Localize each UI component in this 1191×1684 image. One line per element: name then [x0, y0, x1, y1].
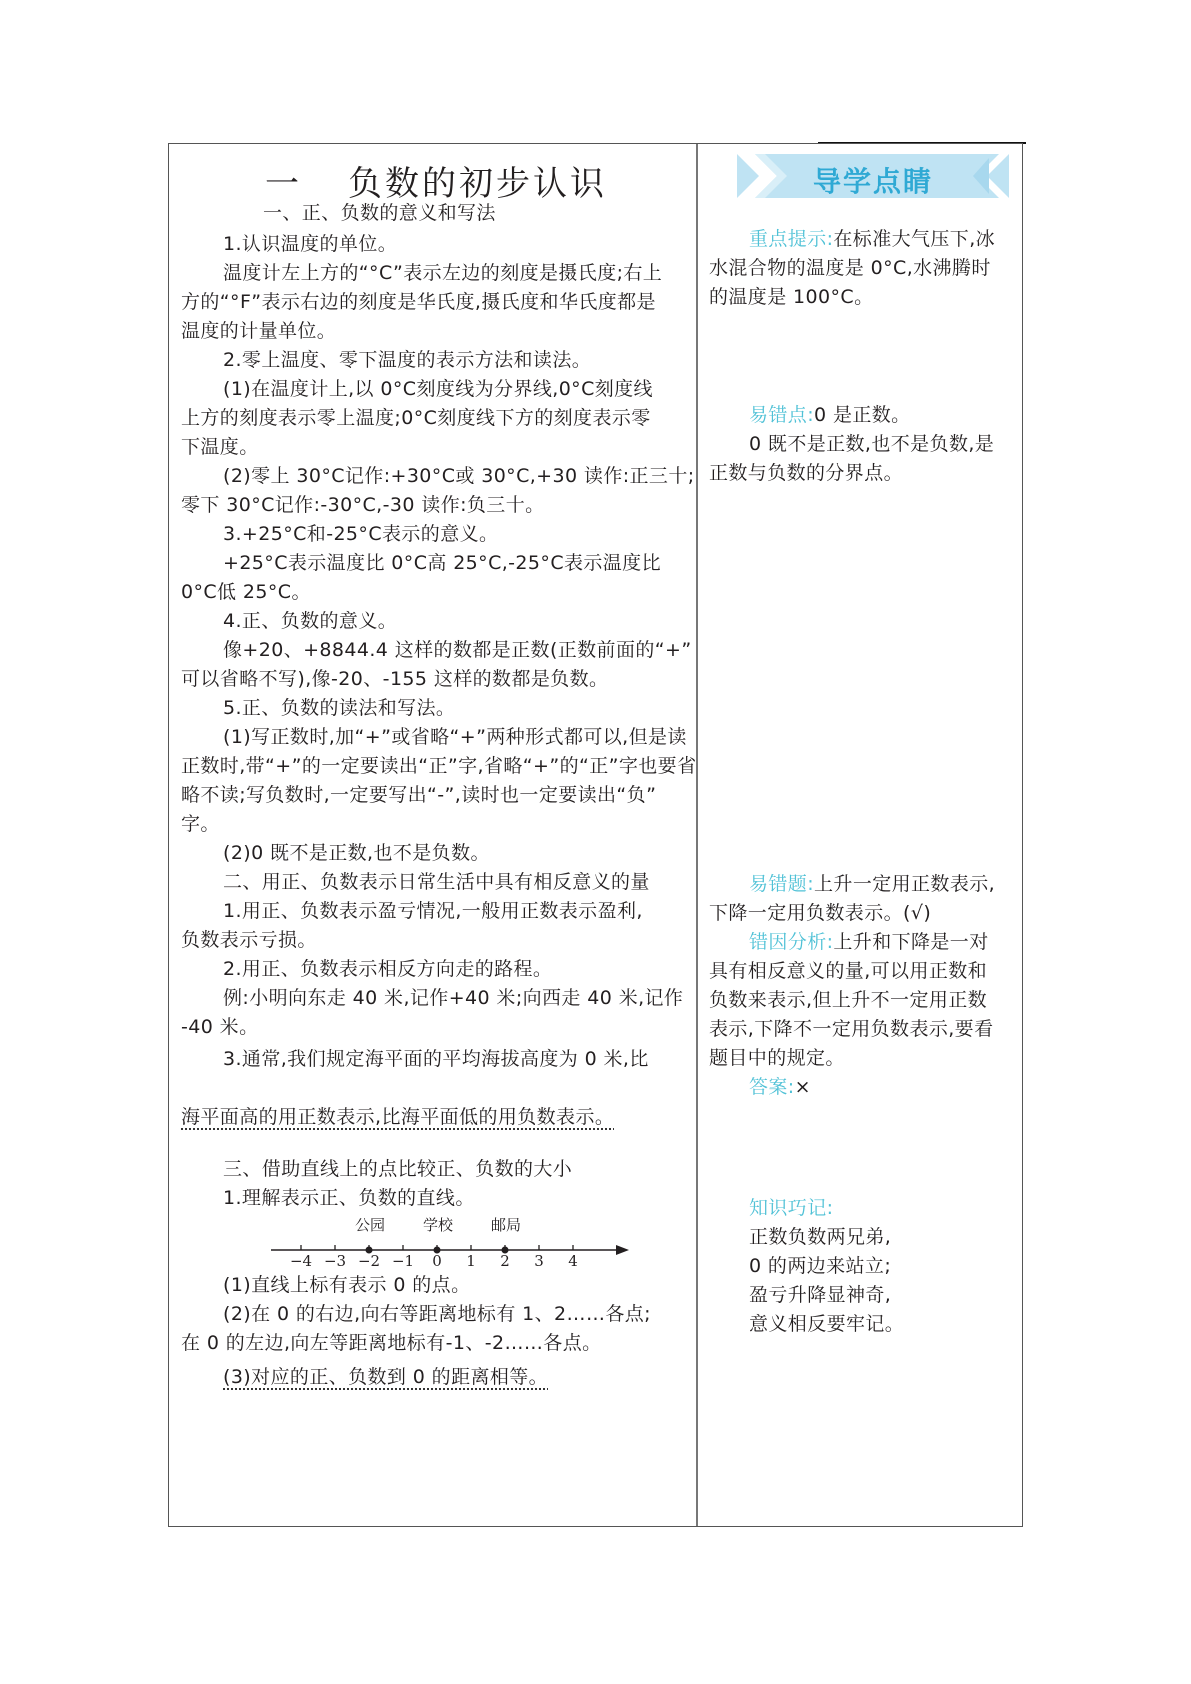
- tip-text: ×: [794, 1076, 811, 1098]
- tip-line: [749, 228, 995, 250]
- text-line: (1)直线上标有表示 0 的点。: [223, 1274, 471, 1296]
- text-line: 海平面高的用正数表示,比海平面低的用负数表示。: [181, 1106, 615, 1128]
- text-line: 3.+25°C和-25°C表示的意义。: [223, 523, 499, 545]
- tip-line: [749, 404, 911, 426]
- tip-line: [709, 462, 903, 484]
- text-line: -40 米。: [181, 1016, 259, 1038]
- text-line: 温度计左上方的“°C”表示左边的刻度是摄氏度;右上: [223, 262, 663, 284]
- tip-label: 错因分析:: [749, 931, 834, 953]
- text-line: (3)对应的正、负数到 0 的距离相等。: [223, 1366, 549, 1388]
- text-line: 字。: [181, 813, 220, 835]
- tip-line: [709, 960, 987, 982]
- text-line: +25°C表示温度比 0°C高 25°C,-25°C表示温度比: [223, 552, 661, 574]
- text-line: 正数时,带“+”的一定要读出“正”字,省略“+”的“正”字也要省: [181, 755, 697, 777]
- text-line: 像+20、+8844.4 这样的数都是正数(正数前面的“+”: [223, 639, 692, 661]
- tick-label: 0: [432, 1252, 442, 1270]
- tip-text: 的温度是 100°C。: [709, 286, 874, 308]
- text-line: 1.认识温度的单位。: [223, 233, 398, 255]
- text-line: 负数表示亏损。: [181, 929, 317, 951]
- tick-label: 3: [534, 1252, 544, 1270]
- tip-line: [749, 873, 995, 895]
- text-line: (2)0 既不是正数,也不是负数。: [223, 842, 490, 864]
- text-line: (1)写正数时,加“+”或省略“+”两种形式都可以,但是读: [223, 726, 687, 748]
- place-label-school: 学校: [423, 1216, 454, 1234]
- tick-label: 4: [568, 1252, 578, 1270]
- chapter-number: 一: [265, 164, 302, 204]
- text-line: 1.理解表示正、负数的直线。: [223, 1187, 475, 1209]
- tip-text: 0 既不是正数,也不是负数,是: [749, 433, 995, 455]
- tip-text: 下降一定用负数表示。(√): [709, 902, 932, 924]
- number-line-figure: [271, 1214, 651, 1274]
- guide-banner: [737, 154, 1009, 198]
- mnemonic-line: 0 的两边来站立;: [749, 1255, 892, 1277]
- text-line: 一、正、负数的意义和写法: [263, 202, 496, 224]
- chapter-title: [181, 156, 691, 205]
- tick-label: −2: [357, 1252, 381, 1270]
- tip-line: [749, 931, 989, 953]
- mnemonic-label: 知识巧记:: [749, 1197, 834, 1219]
- text-line: 3.通常,我们规定海平面的平均海拔高度为 0 米,比: [223, 1048, 649, 1070]
- text-line: 二、用正、负数表示日常生活中具有相反意义的量: [223, 871, 650, 893]
- text-line: 上方的刻度表示零上温度;0°C刻度线下方的刻度表示零: [181, 407, 651, 429]
- mnemonic-line: 意义相反要牢记。: [749, 1313, 905, 1335]
- tip-line: [749, 433, 994, 455]
- tip-text: 0 是正数。: [814, 404, 911, 426]
- tip-text: 题目中的规定。: [709, 1047, 845, 1069]
- text-line: 下温度。: [181, 436, 259, 458]
- chapter-title-text: 负数的初步认识: [348, 164, 607, 204]
- text-line: (2)在 0 的右边,向右等距离地标有 1、2……各点;: [223, 1303, 651, 1325]
- tip-text: 正数与负数的分界点。: [709, 462, 904, 484]
- tip-text: 表示,下降不一定用负数表示,要看: [709, 1018, 994, 1040]
- tip-text: 负数来表示,但上升不一定用正数: [709, 989, 988, 1011]
- tip-label: 易错题:: [749, 873, 815, 895]
- tick-label: 2: [500, 1252, 510, 1270]
- text-line: 5.正、负数的读法和写法。: [223, 697, 456, 719]
- tip-line: [709, 286, 873, 308]
- lesson-table: [168, 143, 1023, 1527]
- banner-title: 导学点睛: [812, 165, 933, 198]
- tip-label: 重点提示:: [749, 228, 834, 250]
- column-divider: [696, 144, 698, 1526]
- text-line: 三、借助直线上的点比较正、负数的大小: [223, 1158, 573, 1180]
- tip-text: 水混合物的温度是 0°C,水沸腾时: [709, 257, 991, 279]
- tick-label: −1: [391, 1252, 415, 1270]
- tip-line: [709, 989, 987, 1011]
- text-line: (1)在温度计上,以 0°C刻度线为分界线,0°C刻度线: [223, 378, 653, 400]
- tick-label: −4: [289, 1252, 313, 1270]
- mnemonic-line: 正数负数两兄弟,: [749, 1226, 892, 1248]
- tip-text: 上升和下降是一对: [833, 931, 989, 953]
- tip-label: 易错点:: [749, 404, 815, 426]
- text-line: 例:小明向东走 40 米,记作+40 米;向西走 40 米,记作: [223, 987, 684, 1009]
- place-label-park: 公园: [355, 1216, 386, 1234]
- text-line: 方的“°F”表示右边的刻度是华氏度,摄氏度和华氏度都是: [181, 291, 656, 313]
- tip-line: [709, 1018, 993, 1040]
- tip-text: 上升一定用正数表示,: [814, 873, 996, 895]
- place-label-post-office: 邮局: [491, 1216, 522, 1234]
- tip-line: [709, 1047, 845, 1069]
- tick-label: 1: [466, 1252, 476, 1270]
- tip-line: [709, 257, 991, 279]
- mnemonic-line: 盈亏升降显神奇,: [749, 1284, 892, 1306]
- text-line: 可以省略不写),像-20、-155 这样的数都是负数。: [181, 668, 609, 690]
- text-line: (2)零上 30°C记作:+30°C或 30°C,+30 读作:正三十;: [223, 465, 695, 487]
- text-line: 2.零上温度、零下温度的表示方法和读法。: [223, 349, 592, 371]
- text-line: 略不读;写负数时,一定要写出“-”,读时也一定要读出“负”: [181, 784, 657, 806]
- text-line: 0°C低 25°C。: [181, 581, 311, 603]
- text-line: 零下 30°C记作:-30°C,-30 读作:负三十。: [181, 494, 545, 516]
- tip-line: [749, 1076, 811, 1098]
- text-line: 4.正、负数的意义。: [223, 610, 398, 632]
- tip-text: 具有相反意义的量,可以用正数和: [709, 960, 988, 982]
- text-line: 在 0 的左边,向左等距离地标有-1、-2……各点。: [181, 1332, 602, 1354]
- text-line: 1.用正、负数表示盈亏情况,一般用正数表示盈利,: [223, 900, 643, 922]
- tip-label: 答案:: [749, 1076, 795, 1098]
- tip-text: 在标准大气压下,冰: [833, 228, 996, 250]
- text-line: 2.用正、负数表示相反方向走的路程。: [223, 958, 553, 980]
- tick-label: −3: [323, 1252, 347, 1270]
- tip-line: [709, 902, 931, 924]
- text-line: 温度的计量单位。: [181, 320, 337, 342]
